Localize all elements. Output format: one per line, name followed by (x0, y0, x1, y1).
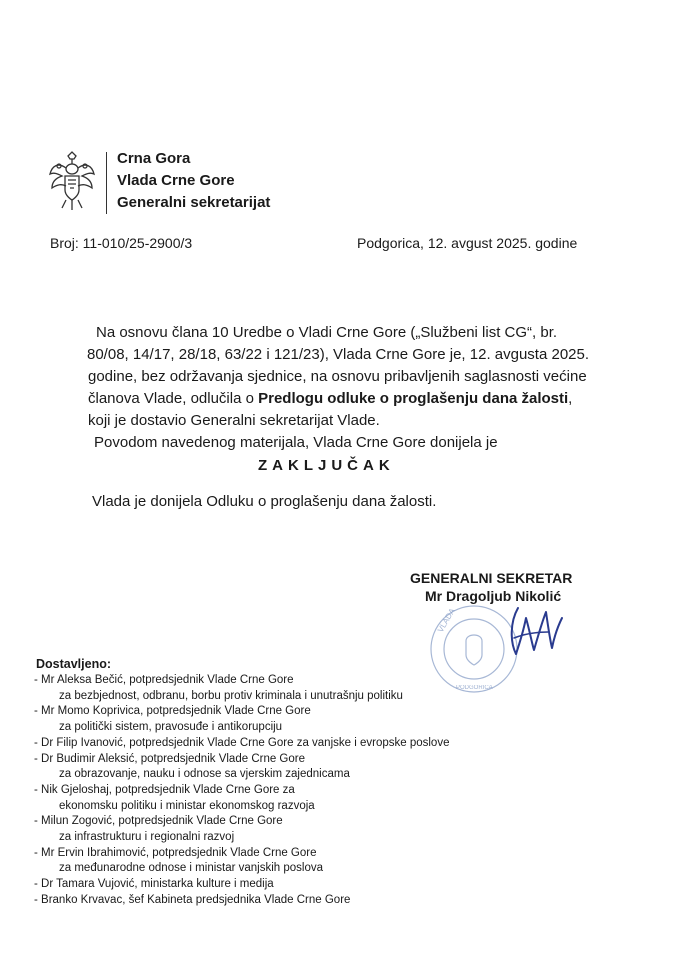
stamp-text-bottom: PODGORICA (456, 685, 493, 691)
distribution-item-detail: ekonomsku politiku i ministar ekonomskog razvoja (59, 799, 315, 812)
body-line: koji je dostavio Generalni sekretarijat Vlade. (88, 412, 380, 429)
decision-text: Vlada je donijela Odluku o proglašenju dana žalosti. (92, 493, 437, 510)
conclusion-heading: ZAKLJUČAK (258, 457, 395, 474)
distribution-label: Dostavljeno: (36, 657, 112, 671)
place-and-date: Podgorica, 12. avgust 2025. godine (357, 235, 578, 251)
distribution-item: - Nik Gjeloshaj, potpredsjednik Vlade Crne Gore za (34, 783, 295, 796)
distribution-list (34, 673, 449, 909)
body-line: 80/08, 14/17, 28/18, 63/22 i 121/23), Vlada Crne Gore je, 12. avgusta 2025. (87, 346, 590, 363)
body-line: Povodom navedenog materijala, Vlada Crne Gore donijela je (94, 434, 498, 451)
handwritten-signature (490, 598, 580, 660)
letterhead-government: Vlada Crne Gore (117, 172, 235, 189)
distribution-item: - Dr Budimir Aleksić, potpredsjednik Vlade Crne Gore (34, 752, 306, 765)
distribution-item-detail: za politički sistem, pravosuđe i antikorupciju (59, 721, 283, 734)
letterhead (117, 148, 270, 214)
body-paragraph (88, 322, 598, 454)
body-line: Na osnovu člana 10 Uredbe o Vladi Crne Gore („Službeni list CG“, br. (96, 324, 558, 341)
coat-of-arms-icon (48, 150, 96, 212)
distribution-item: - Milun Zogović, potpredsjednik Vlade Crne Gore (34, 815, 283, 828)
body-line-with-bold (88, 388, 598, 410)
header-divider (106, 152, 107, 214)
stamp-text-top: VLADA (435, 606, 457, 634)
distribution-item: - Dr Filip Ivanović, potpredsjednik Vlade Crne Gore za vanjske i evropske poslove (34, 736, 450, 749)
distribution-item-detail: za infrastrukturu i regionalni razvoj (59, 831, 235, 844)
distribution-item: - Mr Momo Koprivica, potpredsjednik Vlade Crne Gore (34, 705, 311, 718)
distribution-item: - Dr Tamara Vujović, ministarka kulture i medija (34, 878, 274, 891)
body-text: članova Vlade, odlučila o (88, 390, 259, 407)
body-text: , (568, 390, 573, 407)
distribution-item: - Branko Krvavac, šef Kabineta predsjednika Vlade Crne Gore (34, 893, 351, 906)
letterhead-secretariat: Generalni sekretarijat (117, 194, 271, 211)
distribution-item-detail: za međunarodne odnose i ministar vanjskih poslova (59, 862, 324, 875)
distribution-item: - Mr Aleksa Bečić, potpredsjednik Vlade Crne Gore (34, 674, 294, 686)
proposal-title: Predlogu odluke o proglašenju dana žalosti (258, 390, 569, 407)
distribution-item-detail: za bezbjednost, odbranu, borbu protiv kriminala i unutrašnju politiku (59, 689, 403, 702)
signatory-title: GENERALNI SEKRETAR (410, 570, 573, 586)
letterhead-country: Crna Gora (117, 150, 191, 167)
signatory-name: Mr Dragoljub Nikolić (425, 588, 562, 604)
distribution-item: - Mr Ervin Ibrahimović, potpredsjednik Vlade Crne Gore (34, 846, 317, 859)
body-line: godine, bez održavanja sjednice, na osnovu pribavljenih saglasnosti većine (88, 368, 587, 385)
reference-number: Broj: 11-010/25-2900/3 (50, 235, 193, 251)
distribution-item-detail: za obrazovanje, nauku i odnose sa vjerskim zajednicama (59, 768, 350, 781)
